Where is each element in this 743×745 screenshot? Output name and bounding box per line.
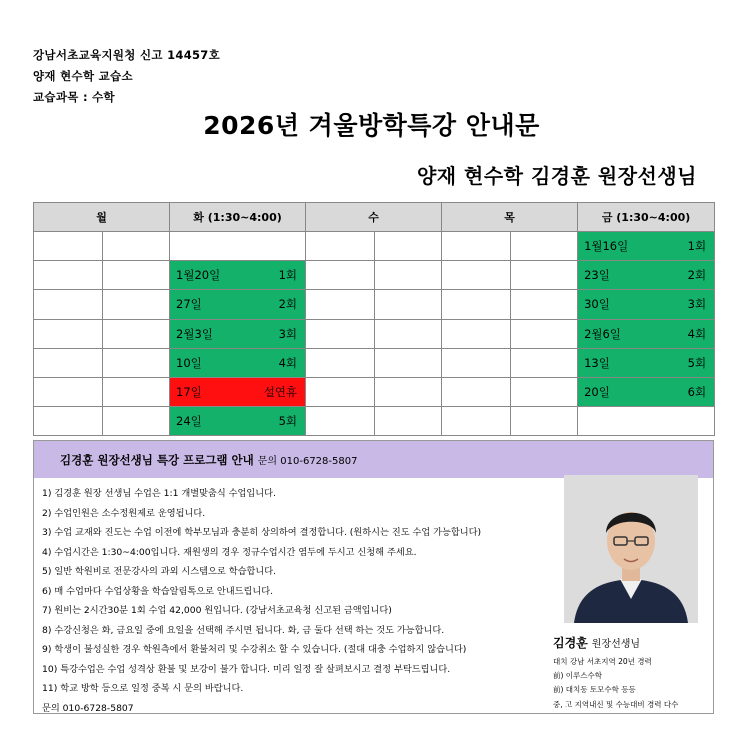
fri-session-cell — [578, 261, 715, 290]
session-date: 27일 — [176, 297, 202, 312]
rule-item: 8) 수강신청은 화, 금요일 중에 요일을 선택해 주시면 됩니다. 화, 금 둘다 선택 하는 것도 가능합니다. — [42, 624, 445, 636]
session-number: 3회 — [278, 326, 298, 341]
day-header-tue: 화 (1:30~4:00) — [170, 203, 306, 232]
profile-name — [553, 634, 640, 651]
credential-line: 前) 대치동 토모수학 등등 — [553, 685, 636, 694]
session-number: 4회 — [687, 326, 707, 341]
day-header-fri: 금 (1:30~4:00) — [578, 203, 715, 232]
credential-line: 대치 강남 서초지역 20년 경력 — [553, 657, 652, 666]
rule-item: 10) 특강수업은 수업 성격상 환불 및 보강이 불가 합니다. 미리 일정 잘 살펴보시고 결정 부탁드립니다. — [42, 663, 451, 675]
rule-item: 6) 매 수업마다 수업상황을 학습알림톡으로 안내드립니다. — [42, 585, 274, 597]
teacher-subtitle: 양재 현수학 김경훈 원장선생님 — [416, 164, 697, 188]
schedule-row — [34, 348, 715, 377]
academy-name: 양재 현수학 교습소 — [33, 69, 133, 83]
license-line: 강남서초교육지원청 신고 14457호 — [33, 48, 221, 62]
rule-item: 1) 김경훈 원장 선생님 수업은 1:1 개별맞춤식 수업입니다. — [42, 488, 276, 499]
session-number: 2회 — [278, 297, 298, 312]
rule-item: 11) 학교 방학 등으로 일정 중복 시 문의 바랍니다. — [42, 683, 244, 694]
fri-session-cell — [578, 319, 715, 348]
info-title — [60, 452, 357, 468]
info-title-text: 김경훈 원장선생님 특강 프로그램 안내 — [60, 453, 254, 467]
info-header-bar — [34, 441, 713, 478]
rule-item: 7) 원비는 2시간30분 1회 수업 42,000 원입니다. (강남서초교육청 신고된 금액입니다) — [42, 605, 392, 616]
schedule-row — [34, 406, 715, 435]
session-number: 1회 — [278, 268, 298, 283]
tue-session-cell — [170, 348, 306, 377]
profile-role: 원장선생님 — [591, 639, 641, 650]
session-date: 2월3일 — [176, 326, 213, 341]
day-header-thu: 목 — [442, 203, 578, 232]
session-date: 20일 — [584, 384, 610, 399]
session-number: 1회 — [687, 239, 707, 254]
tue-holiday-cell — [170, 377, 306, 406]
info-contact: 문의 010-6728-5807 — [257, 456, 358, 467]
schedule-row — [34, 290, 715, 319]
fri-empty-cell — [578, 406, 715, 435]
session-date: 10일 — [176, 355, 202, 370]
schedule-table — [33, 202, 715, 436]
session-number: 4회 — [278, 355, 298, 370]
fri-session-cell — [578, 290, 715, 319]
schedule-row — [34, 261, 715, 290]
contact-line: 문의 010-6728-5807 — [42, 702, 134, 714]
session-number: 5회 — [278, 413, 298, 428]
subject-line: 교습과목 : 수학 — [33, 90, 115, 104]
session-number: 5회 — [687, 355, 707, 370]
session-date: 23일 — [584, 268, 610, 283]
tue-session-cell — [170, 290, 306, 319]
schedule-row — [34, 319, 715, 348]
rule-item: 9) 학생이 불성실한 경우 학원측에서 환불처리 및 수강취소 할 수 있습니다. (절대 대충 수업하지 않습니다) — [42, 644, 467, 655]
teacher-portrait-icon — [564, 475, 698, 623]
session-date: 13일 — [584, 355, 610, 370]
schedule-row — [34, 232, 715, 261]
session-date: 30일 — [584, 297, 610, 312]
session-date: 2월6일 — [584, 326, 621, 341]
tue-empty-cell — [170, 232, 306, 261]
page-title: 2026년 겨울방학특강 안내문 — [203, 111, 540, 140]
rules-list — [42, 484, 481, 718]
program-info-box — [33, 440, 714, 714]
teacher-photo — [564, 475, 698, 623]
session-number: 3회 — [687, 297, 707, 312]
holiday-label: 설연휴 — [263, 384, 298, 399]
fri-session-cell — [578, 377, 715, 406]
credential-line: 중, 고 지역내신 및 수능대비 경력 다수 — [553, 700, 679, 709]
session-date: 24일 — [176, 413, 202, 428]
session-date: 1월16일 — [584, 239, 629, 254]
day-header-mon: 월 — [34, 203, 170, 232]
tue-session-cell — [170, 261, 306, 290]
rule-item: 5) 일반 학원비로 전문강사의 과외 시스템으로 학습합니다. — [42, 566, 276, 577]
credential-line: 前) 이루스수학 — [553, 671, 603, 680]
schedule-row — [34, 377, 715, 406]
profile-name-text: 김경훈 — [553, 636, 588, 650]
session-date: 1월20일 — [176, 268, 221, 283]
rule-item: 2) 수업인원은 소수정원제로 운영됩니다. — [42, 507, 206, 519]
session-date: 17일 — [176, 384, 202, 399]
fri-session-cell — [578, 232, 715, 261]
rule-item: 3) 수업 교재와 진도는 수업 이전에 학부모님과 충분히 상의하여 결정합니다. (원하시는 진도 수업 가능합니다) — [42, 527, 482, 538]
schedule-header-row — [34, 203, 715, 232]
session-number: 2회 — [687, 268, 707, 283]
rule-item: 4) 수업시간은 1:30~4:00입니다. 재원생의 경우 정규수업시간 염두에 두시고 신청해 주세요. — [42, 546, 417, 558]
tue-session-cell — [170, 319, 306, 348]
day-header-wed: 수 — [306, 203, 442, 232]
fri-session-cell — [578, 348, 715, 377]
session-number: 6회 — [687, 384, 707, 399]
tue-session-cell — [170, 406, 306, 435]
